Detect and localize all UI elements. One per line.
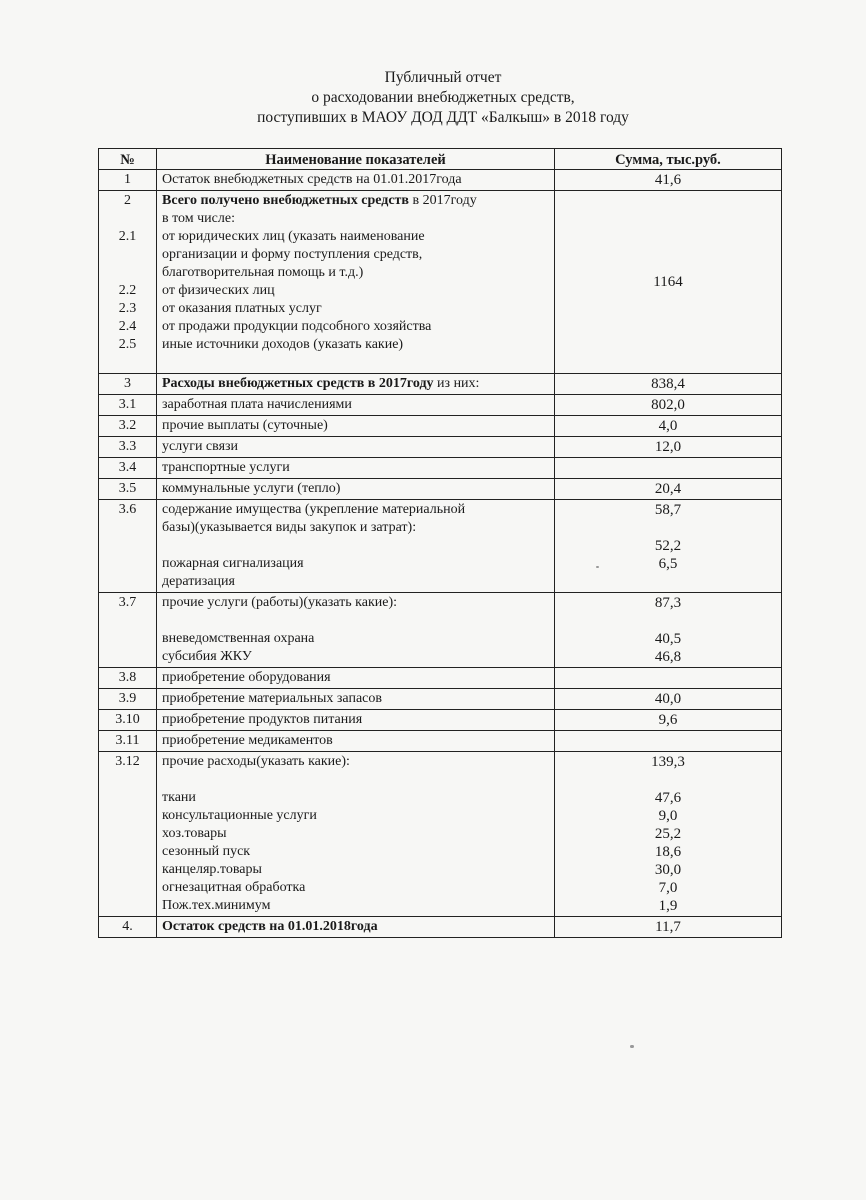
- row-name-bold: Всего получено внебюджетных средств: [162, 193, 409, 208]
- spacer: [560, 612, 776, 630]
- row-name: приобретение материальных запасов: [157, 689, 555, 710]
- row-sum: 58,7: [654, 502, 682, 518]
- row-name: прочие выплаты (суточные): [157, 416, 555, 437]
- row-sum: [555, 458, 782, 479]
- row-name: прочие расходы(указать какие):: [162, 754, 350, 769]
- row-num: 3.5: [99, 479, 157, 500]
- row-sum: [555, 668, 782, 689]
- table-row: [99, 479, 782, 500]
- table-header-row: [99, 149, 782, 170]
- spacer: [104, 354, 151, 372]
- row-name: прочие услуги (работы)(указать какие):: [162, 595, 398, 610]
- table-row: [99, 416, 782, 437]
- row-num: 2: [124, 193, 131, 208]
- row-num: 3.7: [99, 593, 157, 668]
- table-row: [99, 374, 782, 395]
- row-sum: 139,3: [651, 754, 685, 770]
- row-num: 2.5: [118, 337, 137, 352]
- row-num: 3.12: [99, 752, 157, 917]
- row-name: транспортные услуги: [157, 458, 555, 479]
- row-item: от физических лиц: [162, 283, 275, 298]
- table-row: [99, 458, 782, 479]
- row-item: благотворительная помощь и т.д.): [162, 265, 364, 280]
- row-sum: 9,0: [658, 808, 678, 824]
- spacer: [162, 612, 549, 630]
- table-row: [99, 710, 782, 731]
- row-name: базы)(указывается виды закупок и затрат):: [162, 520, 417, 535]
- row-name-bold: Расходы внебюджетных средств в 2017году: [162, 376, 434, 391]
- spacer: [104, 246, 151, 264]
- row-num: 3.11: [99, 731, 157, 752]
- row-item: вневедомственная охрана: [162, 631, 315, 646]
- row-name: Остаток внебюджетных средств на 01.01.2017года: [157, 170, 555, 191]
- row-sum: 18,6: [654, 844, 682, 860]
- row-sum: 20,4: [555, 479, 782, 500]
- row-name: заработная плата начислениями: [157, 395, 555, 416]
- spacer: [104, 264, 151, 282]
- spacer: [162, 354, 549, 372]
- row-item: от оказания платных услуг: [162, 301, 322, 316]
- spacer: [560, 771, 776, 789]
- row-item: дератизация: [162, 574, 235, 589]
- row-sum: 838,4: [555, 374, 782, 395]
- row-item: ткани: [162, 790, 196, 805]
- row-sum: 802,0: [555, 395, 782, 416]
- row-num: 3.6: [99, 500, 157, 593]
- row-num: 2.4: [118, 319, 137, 334]
- row-sum: [555, 731, 782, 752]
- row-subtitle: в том числе:: [162, 211, 235, 226]
- row-sum: 47,6: [654, 790, 682, 806]
- table-row: [99, 191, 782, 374]
- spacer: [104, 210, 151, 228]
- row-name: приобретение продуктов питания: [157, 710, 555, 731]
- row-sum: 40,5: [654, 631, 682, 647]
- row-item: организации и форму поступления средств,: [162, 247, 423, 262]
- row-sum: 11,7: [555, 917, 782, 938]
- row-name: [157, 374, 555, 395]
- row-item: иные источники доходов (указать какие): [162, 337, 404, 352]
- row-num: 2.3: [118, 301, 137, 316]
- row-name: содержание имущества (укрепление материальной: [162, 502, 466, 517]
- row-sum: 6,5: [658, 556, 678, 572]
- row-item: от юридических лиц (указать наименование: [162, 229, 425, 244]
- spacer: [162, 771, 549, 789]
- row-sum: 9,6: [555, 710, 782, 731]
- row-num: 2.2: [118, 283, 137, 298]
- table-row: [99, 500, 782, 593]
- row-sum: 87,3: [654, 595, 682, 611]
- expense-report-table: [98, 148, 782, 938]
- table-row: [99, 752, 782, 917]
- report-title: [0, 68, 866, 128]
- row-num: 3.3: [99, 437, 157, 458]
- row-name: коммунальные услуги (тепло): [157, 479, 555, 500]
- title-line-3: поступивших в МАОУ ДОД ДДТ «Балкыш» в 2018 году: [257, 109, 629, 126]
- row-name: Остаток средств на 01.01.2018года: [157, 917, 555, 938]
- row-item: канцеляр.товары: [162, 862, 262, 877]
- row-item: хоз.товары: [162, 826, 227, 841]
- row-name: приобретение медикаментов: [157, 731, 555, 752]
- row-name-group: [157, 752, 555, 917]
- row-sum: 41,6: [555, 170, 782, 191]
- row-item: субсибия ЖКУ: [162, 649, 252, 664]
- row-item: Пож.тех.минимум: [162, 898, 271, 913]
- row-sum: 12,0: [555, 437, 782, 458]
- row-num: 3.10: [99, 710, 157, 731]
- table-row: [99, 731, 782, 752]
- row-name-rest: в 2017году: [409, 193, 477, 208]
- title-line-2: о расходовании внебюджетных средств,: [311, 89, 575, 106]
- row-num: 3.1: [99, 395, 157, 416]
- row-sum: 1,9: [658, 898, 678, 914]
- row-sum: 4,0: [555, 416, 782, 437]
- row-name-group: [157, 593, 555, 668]
- row-sum-group: [555, 500, 782, 593]
- header-sum: Сумма, тыс.руб.: [555, 149, 782, 170]
- row-num: 2.1: [118, 229, 137, 244]
- table-row: [99, 689, 782, 710]
- table-row: [99, 917, 782, 938]
- header-num: №: [99, 149, 157, 170]
- row-num: 3.4: [99, 458, 157, 479]
- row-num: 3.8: [99, 668, 157, 689]
- row-item: пожарная сигнализация: [162, 556, 304, 571]
- row-sum: 7,0: [658, 880, 678, 896]
- row-sum: 1164: [555, 191, 782, 374]
- row-name-rest: из них:: [433, 376, 480, 391]
- row-num: 3.2: [99, 416, 157, 437]
- row-sum: 52,2: [654, 538, 682, 554]
- spacer: [560, 519, 776, 537]
- spacer: [162, 537, 549, 555]
- row-item: от продажи продукции подсобного хозяйства: [162, 319, 432, 334]
- table-row: [99, 437, 782, 458]
- title-line-1: Публичный отчет: [384, 69, 502, 86]
- row-num: 3.9: [99, 689, 157, 710]
- row-name: услуги связи: [157, 437, 555, 458]
- row-item: огнезацитная обработка: [162, 880, 306, 895]
- row-sum: 30,0: [654, 862, 682, 878]
- row-name: [162, 192, 549, 210]
- row-name: приобретение оборудования: [157, 668, 555, 689]
- scan-speck: [596, 566, 599, 568]
- row-sum: 25,2: [654, 826, 682, 842]
- row-num: 4.: [99, 917, 157, 938]
- table-row: [99, 395, 782, 416]
- row-item: сезонный пуск: [162, 844, 251, 859]
- row-name-group: [157, 191, 555, 374]
- row-sum: 40,0: [555, 689, 782, 710]
- row-sum-group: [555, 593, 782, 668]
- table-row: [99, 170, 782, 191]
- row-num-group: [99, 191, 157, 374]
- table-row: [99, 668, 782, 689]
- row-num: 1: [99, 170, 157, 191]
- scan-speck: [630, 1045, 634, 1048]
- row-sum: 46,8: [654, 649, 682, 665]
- row-item: консультационные услуги: [162, 808, 317, 823]
- row-sum-group: [555, 752, 782, 917]
- header-name: Наименование показателей: [157, 149, 555, 170]
- row-num: 3: [99, 374, 157, 395]
- table-row: [99, 593, 782, 668]
- row-name-group: [157, 500, 555, 593]
